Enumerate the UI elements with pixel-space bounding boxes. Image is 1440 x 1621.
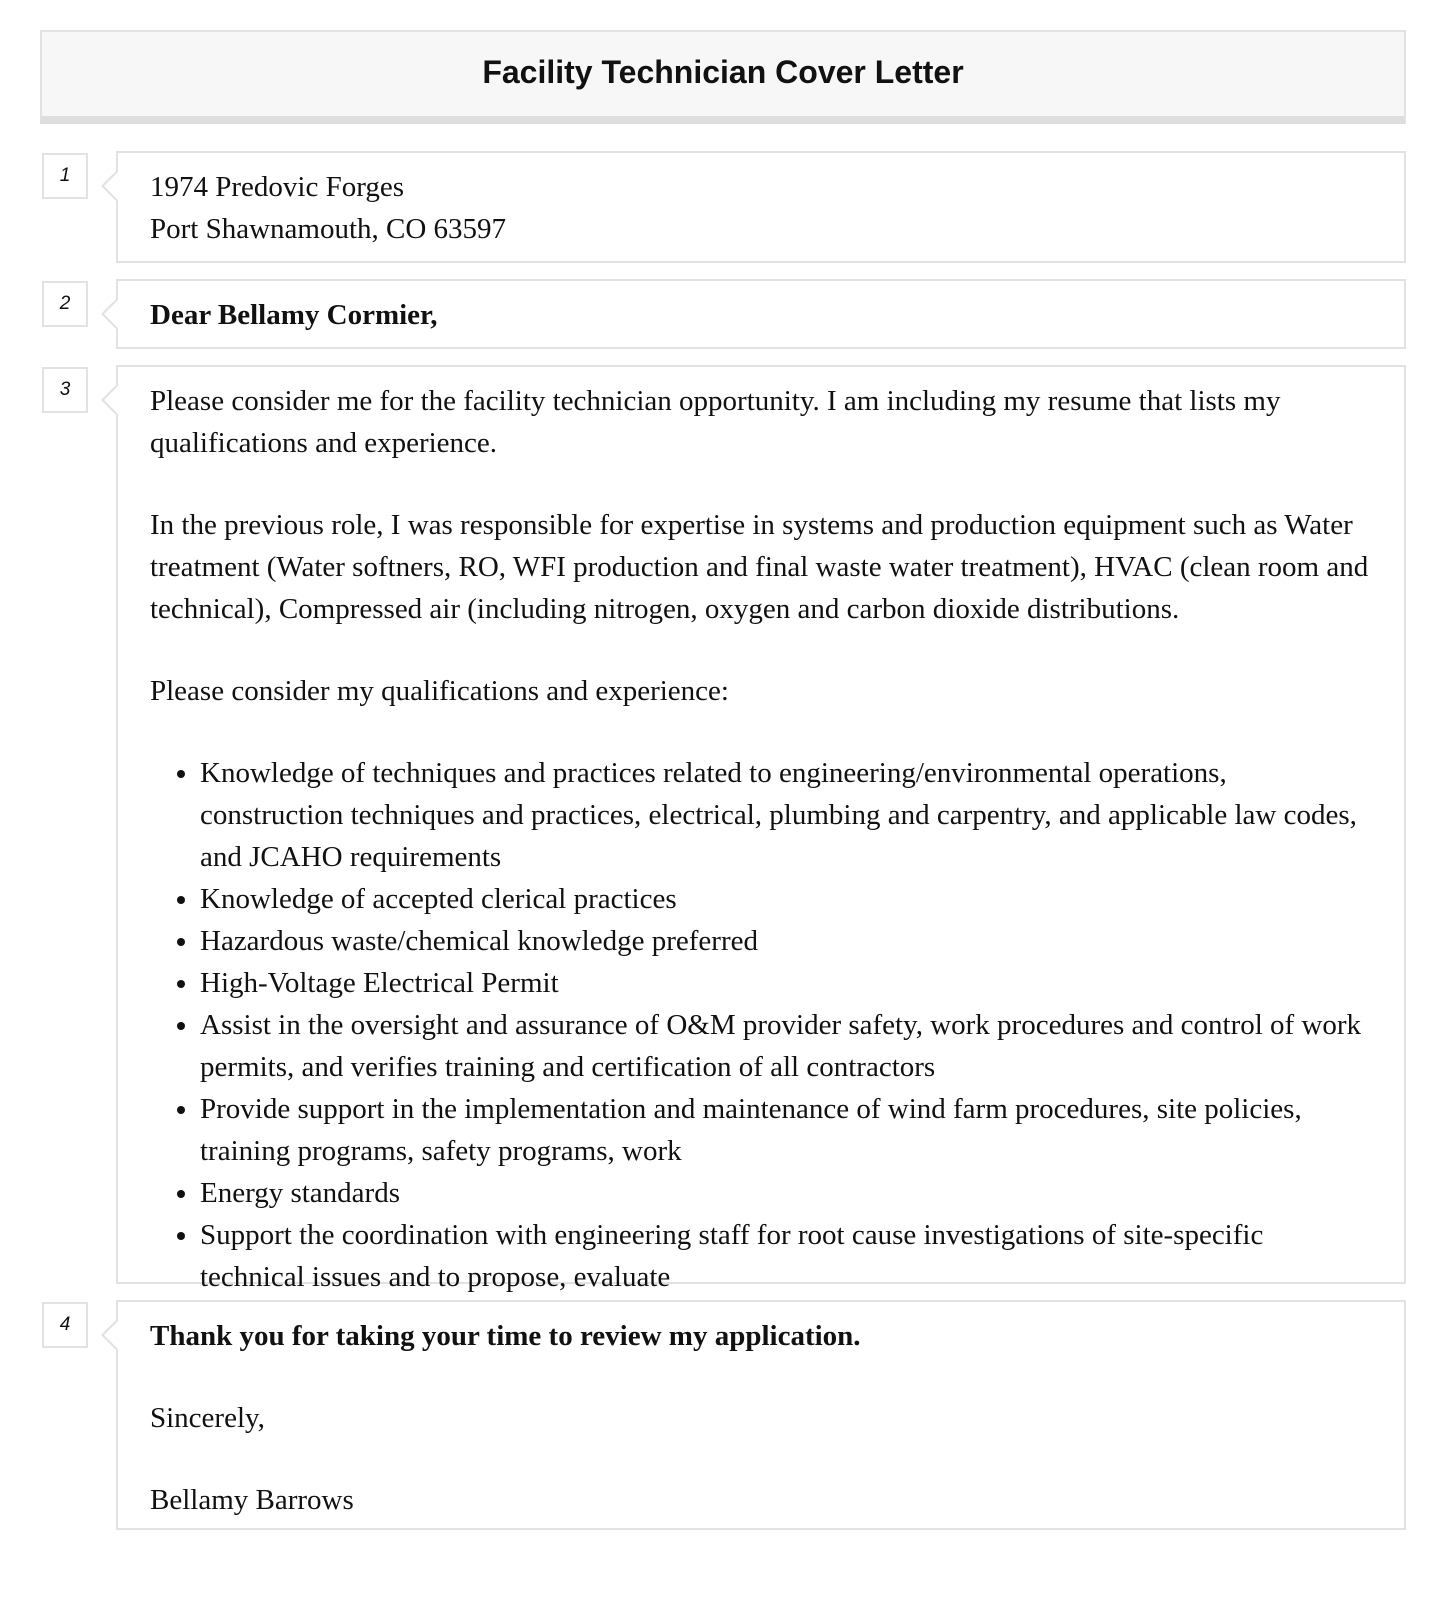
list-item: • Knowledge of techniques and practices related to engineering/environmental operations, construction techniques and practices, electrical, plumbing and carpentry, and applicable law codes, and JCAHO requirements [200, 752, 1374, 878]
thanks-line: Thank you for taking your time to review my application. [150, 1320, 861, 1352]
list-item: • Hazardous waste/chemical knowledge preferred [200, 920, 1374, 962]
section-number-1: 1 [42, 153, 88, 199]
section-number-4: 4 [42, 1302, 88, 1348]
list-item: • Assist in the oversight and assurance of O&M provider safety, work procedures and control of work permits, and verifies training and certification of all contractors [200, 1004, 1374, 1088]
address-line-2: Port Shawnamouth, CO 63597 [150, 213, 507, 245]
closing-section [116, 1300, 1406, 1530]
list-item: • Knowledge of accepted clerical practices [200, 878, 1374, 920]
previous-role-paragraph: In the previous role, I was responsible for expertise in systems and production equipment such as Water treatment (Water softners, RO, WFI production and final waste water treatment), HVAC (clean room and technical), Compressed air (including nitrogen, oxygen and carbon dioxide distributions. [150, 509, 1369, 625]
address-line-1: 1974 Predovic Forges [150, 171, 405, 203]
list-item: • High-Voltage Electrical Permit [200, 962, 1374, 1004]
list-intro: Please consider my qualifications and experience: [150, 675, 729, 707]
qualifications-list [150, 752, 1374, 1298]
list-item: • Energy standards [200, 1172, 1374, 1214]
title-bar [40, 30, 1406, 124]
body-section [116, 365, 1406, 1293]
list-item: • Support the coordination with engineering staff for root cause investigations of site-specific technical issues and to propose, evaluate [200, 1214, 1374, 1298]
closing-line: Sincerely, [150, 1402, 265, 1434]
intro-paragraph: Please consider me for the facility technician opportunity. I am including my resume that lists my qualifications and experience. [150, 385, 1281, 459]
salutation: Dear Bellamy Cormier, [150, 299, 438, 331]
address-section [116, 151, 1406, 263]
salutation-section [116, 279, 1406, 349]
page-title: Facility Technician Cover Letter [482, 54, 964, 90]
signature: Bellamy Barrows [150, 1484, 354, 1516]
list-item: • Provide support in the implementation and maintenance of wind farm procedures, site policies, training programs, safety programs, work [200, 1088, 1374, 1172]
section-number-3: 3 [42, 367, 88, 413]
section-number-2: 2 [42, 281, 88, 327]
